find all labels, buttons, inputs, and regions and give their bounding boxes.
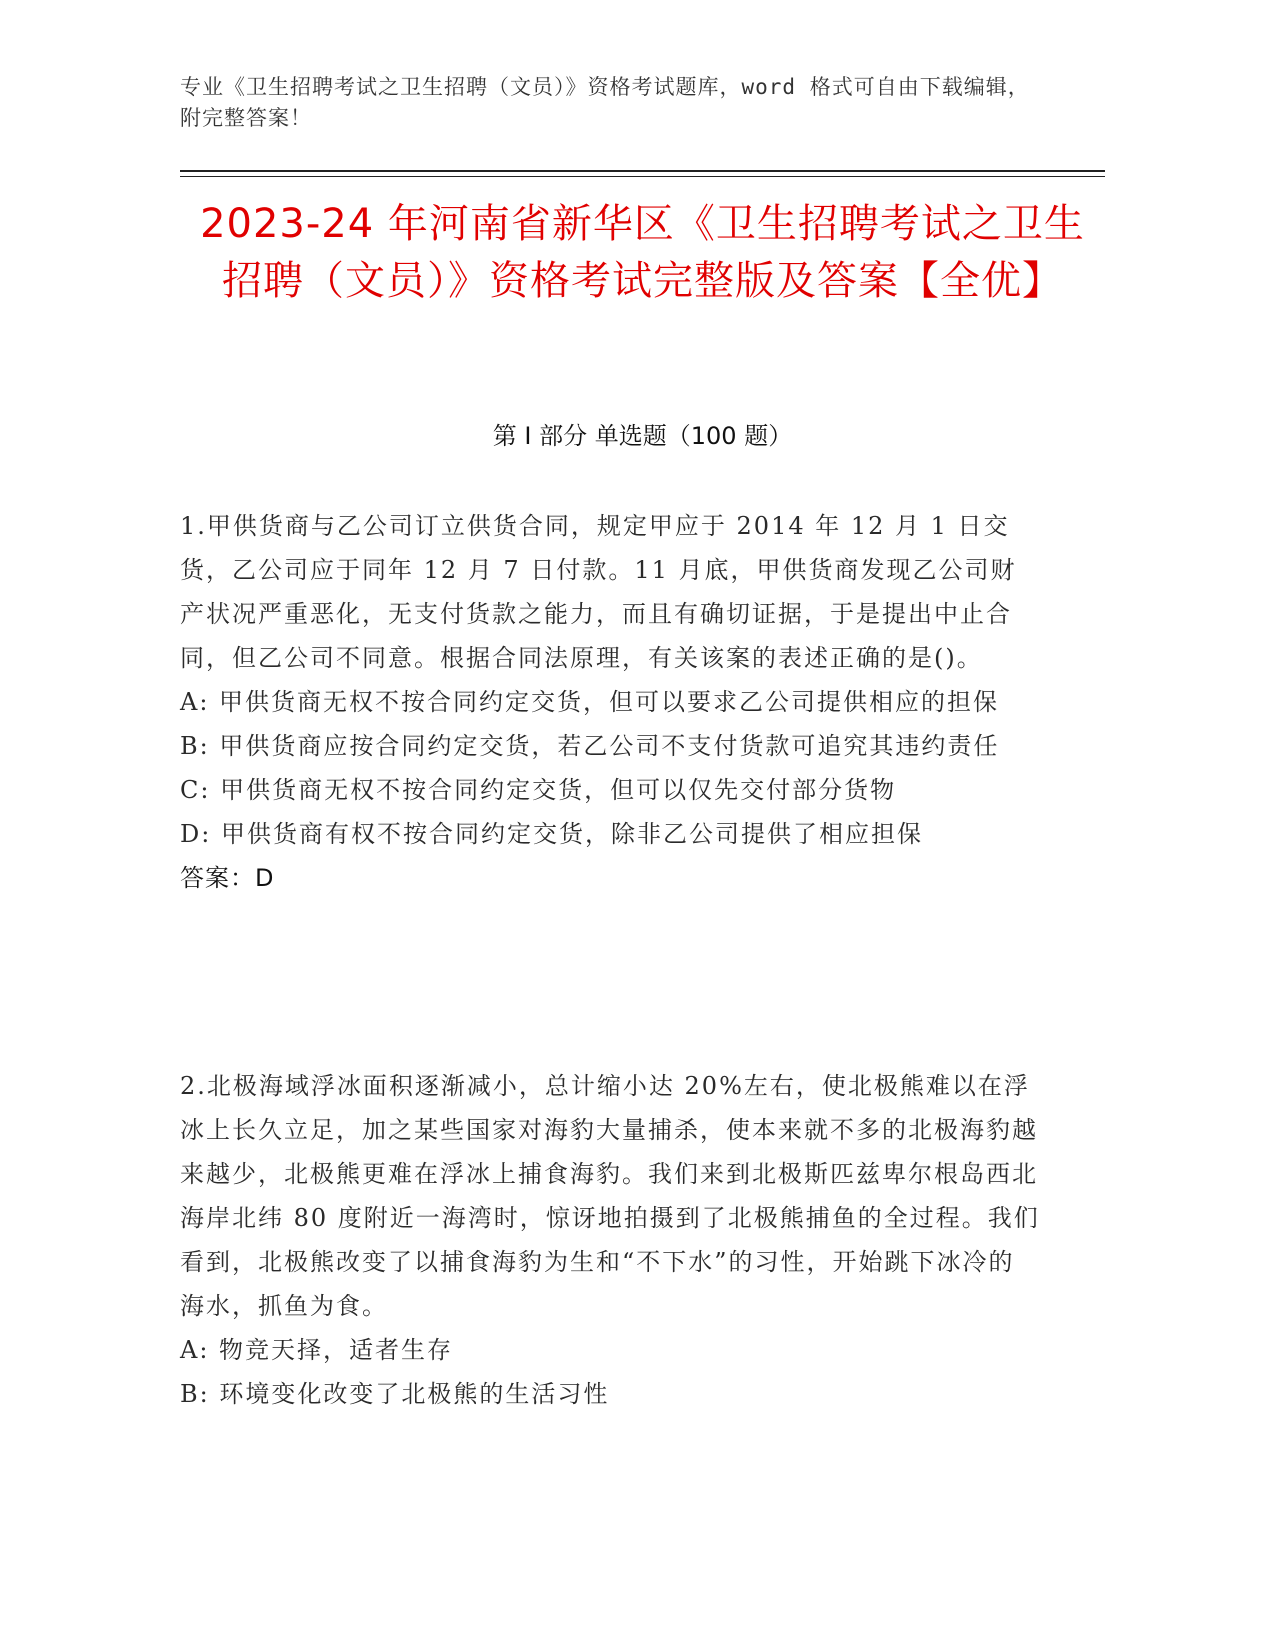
header-rule-thin xyxy=(180,176,1105,177)
question-stem: 2.北极海域浮冰面积逐渐减小，总计缩小达 20%左右，使北极熊难以在浮冰上长久立足，加之某些国家对海豹大量捕杀，使本来就不多的北极海豹越来越少，北极熊更难在浮冰上捕食海豹。我们来到北极斯匹兹卑尔根岛西北海岸北纬 80 度附近一海湾时，惊讶地拍摄到了北极熊捕鱼的全过程。我们看到，北极熊改变了以捕食海豹为生和“不下水”的习性，开始跳下冰冷的海水，抓鱼为食。 xyxy=(180,1072,1040,1320)
option-a: A: 物竞天择，适者生存 xyxy=(180,1336,454,1364)
option-c: C: 甲供货商无权不按合同约定交货，但可以仅先交付部分货物 xyxy=(180,776,897,804)
question-1 xyxy=(180,504,1040,900)
option-b: B: 甲供货商应按合同约定交货，若乙公司不支付货款可追究其违约责任 xyxy=(180,732,1000,760)
option-b: B: 环境变化改变了北极熊的生活习性 xyxy=(180,1380,610,1408)
header-note: 专业《卫生招聘考试之卫生招聘（文员）》资格考试题库，word 格式可自由下载编辑，附完整答案！ xyxy=(180,75,1030,130)
option-a: A: 甲供货商无权不按合同约定交货，但可以要求乙公司提供相应的担保 xyxy=(180,688,1000,716)
document-title: 2023-24 年河南省新华区《卫生招聘考试之卫生招聘（文员）》资格考试完整版及答案【全优】 xyxy=(200,201,1085,304)
option-d: D: 甲供货商有权不按合同约定交货，除非乙公司提供了相应担保 xyxy=(180,820,923,848)
question-stem: 1.甲供货商与乙公司订立供货合同，规定甲应于 2014 年 12 月 1 日交货，乙公司应于同年 12 月 7 日付款。11 月底，甲供货商发现乙公司财产状况严重恶化，无支付货款之能力，而且有确切证据，于是提出中止合同，但乙公司不同意。根据合同法原理，有关该案的表述正确的是()。 xyxy=(180,512,1017,672)
header-rule-thick xyxy=(180,170,1105,172)
section-heading: 第 I 部分 单选题（100 题） xyxy=(492,422,793,450)
answer: 答案：D xyxy=(180,864,275,892)
question-2 xyxy=(180,1064,1040,1416)
